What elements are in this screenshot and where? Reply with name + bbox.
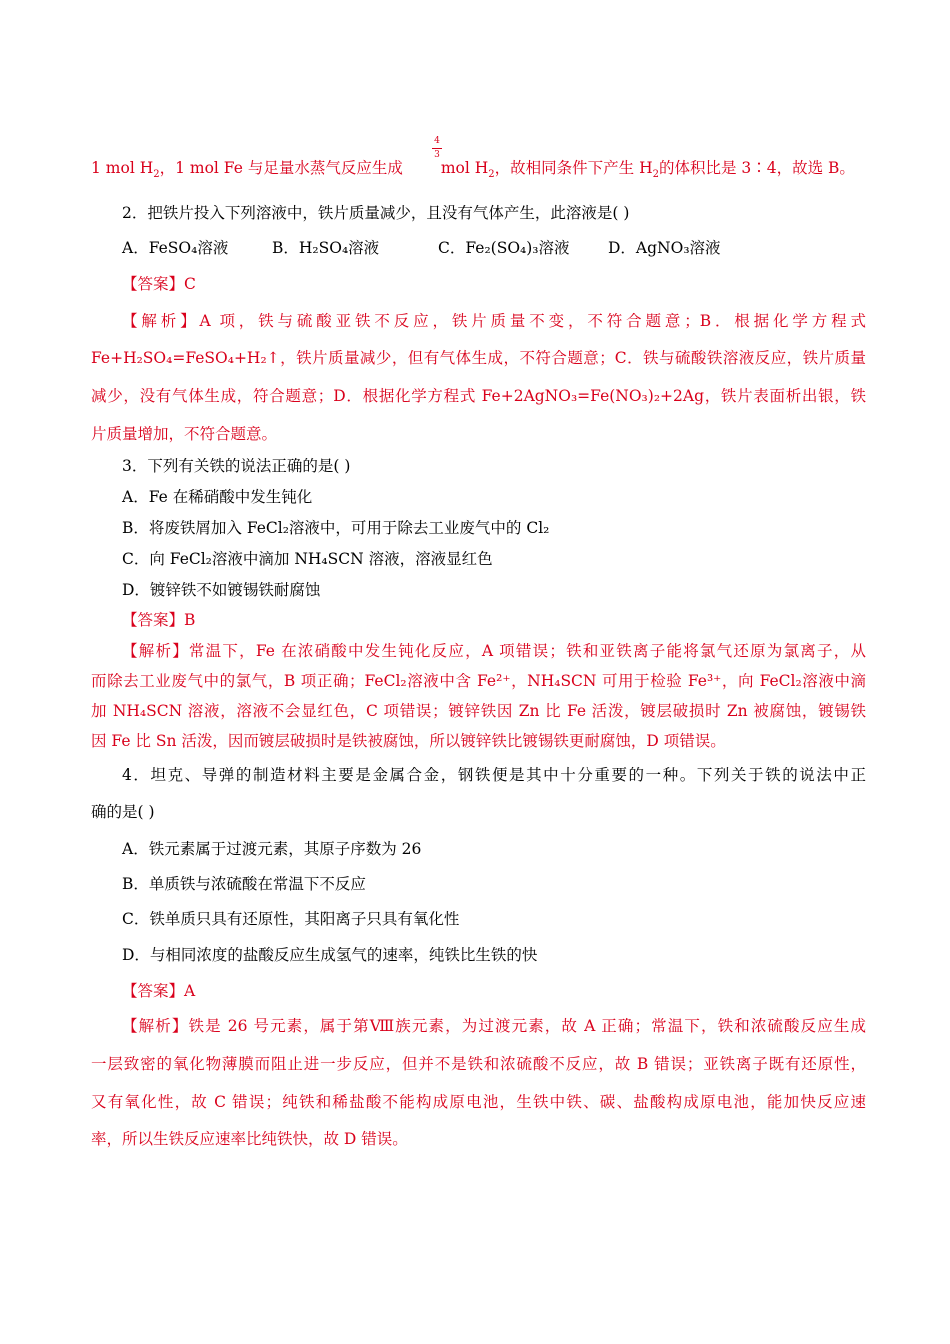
q2-analysis-line-2: Fe+H₂SO₄=FeSO₄+H₂↑，铁片质量减少，但有气体生成，不符合题意；C．铁与硫酸铁溶液反应，铁片质量 [91, 349, 866, 367]
q2-analysis-line-1: 【解析】A 项，铁与硫酸亚铁不反应，铁片质量不变，不符合题意；B．根据化学方程式 [122, 312, 866, 330]
intro-c: mol H [440, 159, 489, 177]
q3-option-d: D．镀锌铁不如镀锡铁耐腐蚀 [122, 581, 321, 599]
q4-analysis-line-2: 一层致密的氧化物薄膜而阻止进一步反应，但并不是铁和浓硫酸不反应，故 B 错误；亚铁离子既有还原性， [91, 1055, 866, 1073]
q3-option-c: C．向 FeCl₂溶液中滴加 NH₄SCN 溶液，溶液显红色 [122, 550, 493, 568]
q2-analysis-line-3: 减少，没有气体生成，符合题意；D．根据化学方程式 Fe+2AgNO₃=Fe(NO₃)₂+2Ag，铁片表面析出银，铁 [91, 387, 866, 405]
q4-stem-line-1: 4．坦克、导弹的制造材料主要是金属合金，钢铁便是其中十分重要的一种。下列关于铁的说法中正 [122, 766, 866, 784]
q4-option-b: B．单质铁与浓硫酸在常温下不反应 [122, 875, 366, 893]
q4-analysis-line-1: 【解析】铁是 26 号元素，属于第Ⅷ族元素，为过渡元素，故 A 正确；常温下，铁和浓硫酸反应生成 [122, 1017, 866, 1035]
q4-analysis-line-4: 率，所以生铁反应速率比纯铁快，故 D 错误。 [91, 1130, 408, 1148]
q3-analysis-line-1: 【解析】常温下，Fe 在浓硝酸中发生钝化反应，A 项错误；铁和亚铁离子能将氯气还原为氯离子，从 [122, 642, 866, 660]
intro-a: 1 mol H [91, 159, 154, 177]
fraction-numerator: 4 [434, 136, 440, 146]
intro-d: ，故相同条件下产生 H [494, 159, 653, 177]
q4-option-a: A．铁元素属于过渡元素，其原子序数为 26 [122, 840, 422, 858]
q2-option-c: C．Fe₂(SO₄)₃溶液 [438, 239, 570, 257]
q2-option-b: B．H₂SO₄溶液 [272, 239, 380, 257]
intro-a-sub: 2 [153, 169, 160, 181]
fraction-denominator: 3 [434, 150, 440, 160]
fraction-bar [432, 148, 442, 149]
intro-d-sub: 2 [652, 169, 659, 181]
q3-option-a: A．Fe 在稀硝酸中发生钝化 [122, 488, 313, 506]
q3-analysis-line-4: 因 Fe 比 Sn 活泼，因而镀层破损时是铁被腐蚀，所以镀锌铁比镀锡铁更耐腐蚀，D 项错误。 [91, 732, 726, 750]
intro-c-sub: 2 [488, 169, 495, 181]
q2-answer: 【答案】C [122, 275, 196, 293]
intro-e: 的体积比是 3∶4，故选 B。 [658, 159, 855, 177]
q4-stem-line-2: 确的是( ) [91, 803, 155, 821]
q4-option-c: C．铁单质只具有还原性，其阳离子只具有氧化性 [122, 910, 460, 928]
q2-analysis-line-4: 片质量增加，不符合题意。 [91, 425, 278, 443]
q3-option-b: B．将废铁屑加入 FeCl₂溶液中，可用于除去工业废气中的 Cl₂ [122, 519, 550, 537]
q3-analysis-line-2: 而除去工业废气中的氯气，B 项正确；FeCl₂溶液中含 Fe²⁺，NH₄SCN 可用于检验 Fe³⁺，向 FeCl₂溶液中滴 [91, 672, 866, 690]
q3-analysis-line-3: 加 NH₄SCN 溶液，溶液不会显红色，C 项错误；镀锌铁因 Zn 比 Fe 活泼，镀层破损时 Zn 被腐蚀，镀锡铁 [91, 702, 866, 720]
q3-answer: 【答案】B [122, 611, 196, 629]
intro-b: ，1 mol Fe 与足量水蒸气反应生成 [159, 159, 403, 177]
q4-answer: 【答案】A [122, 982, 196, 1000]
q2-option-d: D．AgNO₃溶液 [608, 239, 721, 257]
intro-analysis-line [91, 157, 866, 179]
q3-stem: 3．下列有关铁的说法正确的是( ) [122, 457, 351, 475]
q2-option-a: A．FeSO₄溶液 [122, 239, 229, 257]
q4-option-d: D．与相同浓度的盐酸反应生成氢气的速率，纯铁比生铁的快 [122, 946, 538, 964]
q2-stem: 2．把铁片投入下列溶液中，铁片质量减少，且没有气体产生，此溶液是( ) [122, 204, 630, 222]
q4-analysis-line-3: 又有氧化性，故 C 错误；纯铁和稀盐酸不能构成原电池，生铁中铁、碳、盐酸构成原电池，能加快反应速 [91, 1093, 866, 1111]
